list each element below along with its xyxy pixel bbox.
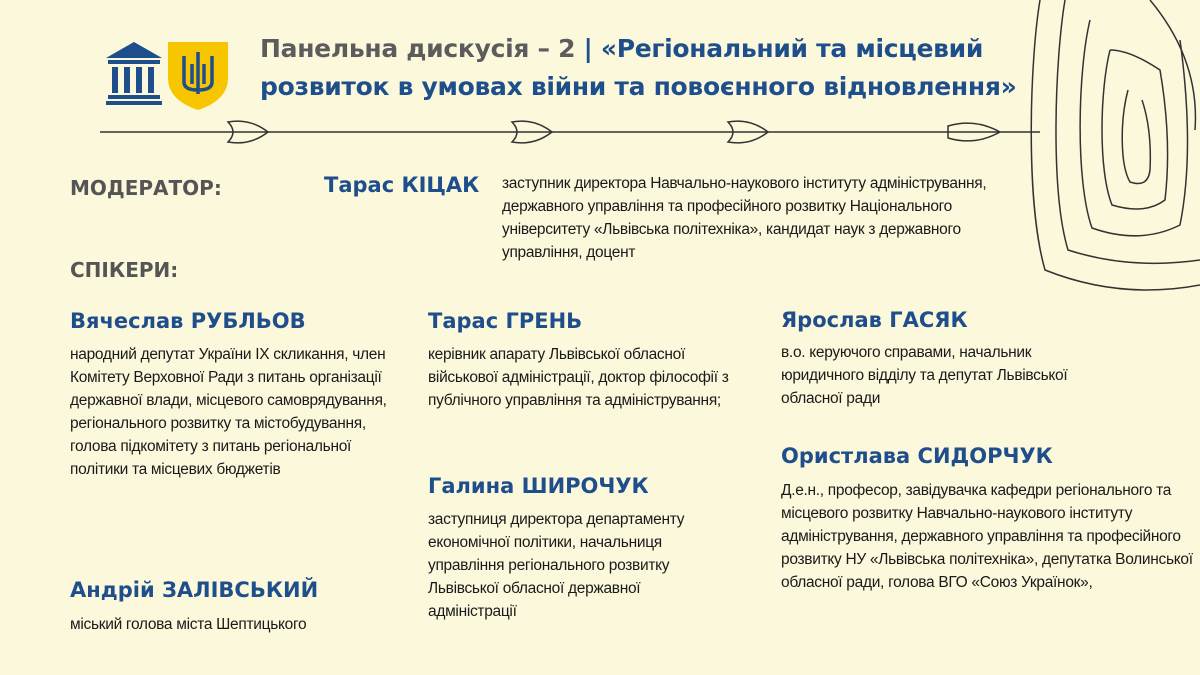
title-separator: | [583, 34, 601, 63]
speaker-desc: народний депутат України IX скликання, член Комітету Верховної Ради з питань організації державної влади, місцевого самоврядування, регіонального розвитку та містобудування, голова підкомітету з питань регіональної політики та місцевих бюджетів [70, 346, 387, 478]
speaker-name: Галина ШИРОЧУК [428, 474, 649, 498]
speaker-desc: міський голова міста Шептицького [70, 616, 307, 633]
arrow-spiral-decoration [0, 0, 1200, 320]
speaker-name: Тарас ГРЕНЬ [428, 309, 583, 333]
moderator-label: МОДЕРАТОР: [70, 176, 222, 200]
title-part2: «Регіональний та місцевий [600, 34, 984, 63]
speaker-desc: заступниця директора департаменту економічної політики, начальниця управління регіонального розвитку Львівської обласної державної адміністрації [428, 511, 685, 620]
speaker-name: Ярослав ГАСЯК [781, 308, 968, 332]
speaker-desc: Д.е.н., професор, завідувачка кафедри регіонального та місцевого розвитку Навчально-наукового інституту адміністрування, державного управління та професійного розвитку НУ «Львівська політехніка», депутатка Волинської обласної ради, голова ВГО «Союз Українок», [781, 482, 1193, 591]
moderator-desc: заступник директора Навчально-наукового інституту адміністрування, державного управління та професійного розвитку Національного університету «Львівська політехніка», кандидат наук з державного управління, доцент [502, 175, 987, 261]
speaker-desc: керівник апарату Львівської обласної військової адміністрації, доктор філософії з публічного управління та адміністрування; [428, 346, 729, 409]
speakers-label: СПІКЕРИ: [70, 258, 179, 282]
title-line2: розвиток в умовах війни та повоєнного відновлення» [260, 72, 1017, 101]
speaker-name: Вячеслав РУБЛЬОВ [70, 309, 306, 333]
speaker-name: Ористлава СИДОРЧУК [781, 444, 1053, 468]
speaker-desc: в.о. керуючого справами, начальник юридичного відділу та депутат Львівської обласної ради [781, 344, 1068, 407]
speaker-name: Андрій ЗАЛІВСЬКИЙ [70, 578, 319, 602]
title-part1: Панельна дискусія – 2 [260, 34, 584, 63]
moderator-name: Тарас КІЦАК [324, 173, 480, 197]
